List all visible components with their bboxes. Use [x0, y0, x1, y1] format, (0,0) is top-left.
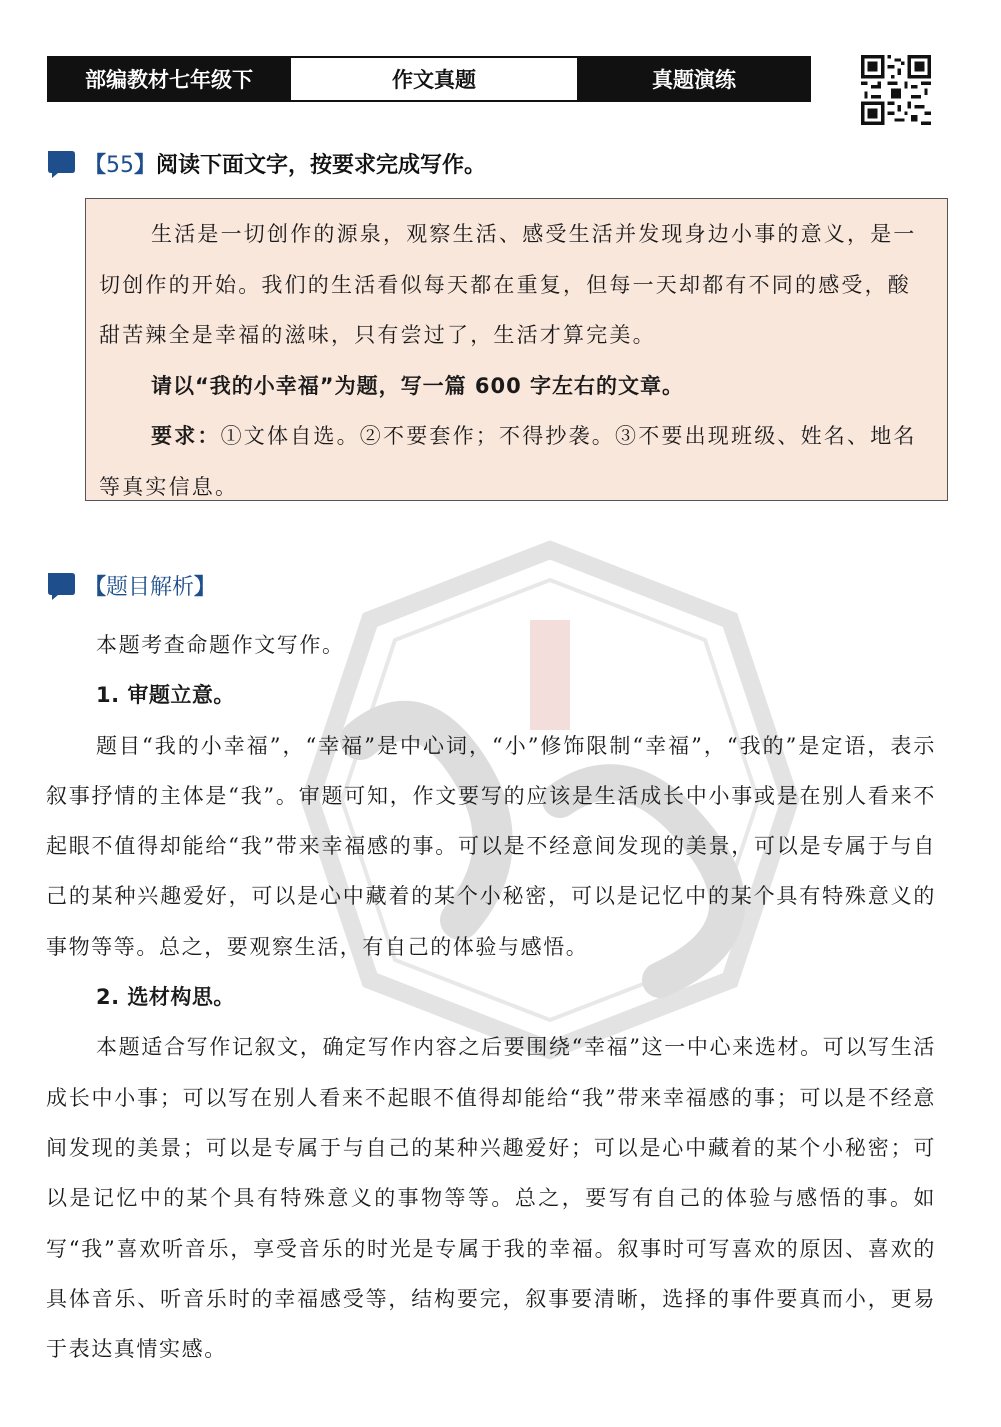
qr-code-icon	[861, 55, 931, 125]
prompt-task: 请以“我的小幸福”为题，写一篇 600 字左右的文章。	[151, 373, 685, 398]
question-instruction: 阅读下面文字，按要求完成写作。	[156, 153, 487, 178]
section-2-text: 本题适合写作记叙文，确定写作内容之后要围绕“幸福”这一中心来选材。可以写生活成长中小事；可以写在别人看来不起眼不值得却能给“我”带来幸福感的事；可以是不经意间发现的美景；可以是专属于与自己的某种兴趣爱好；可以是心中藏着的某个小秘密；可以是记忆中的某个具有特殊意义的事物等等。总之，要写有自己的体验与感悟的事。如写“我”喜欢听音乐，享受音乐的时光是专属于我的幸福。叙事时可写喜欢的原因、喜欢的具体音乐、听音乐时的幸福感受等，结构要完，叙事要清晰，选择的事件要真而小，更易于表达真情实感。	[46, 1035, 936, 1362]
speech-bubble-icon	[46, 149, 76, 179]
question-heading	[46, 148, 486, 179]
question-title: 【55】阅读下面文字，按要求完成写作。	[84, 153, 487, 178]
requirements-label: 要求：	[151, 424, 221, 448]
header-grade: 部编教材七年级下	[49, 58, 289, 100]
prompt-box	[85, 198, 948, 501]
analysis-title: 【题目解析】	[84, 575, 217, 600]
header-bar	[47, 56, 811, 102]
requirements-text: ①文体自选。②不要套作；不得抄袭。③不要出现班级、姓名、地名等真实信息。	[99, 424, 917, 499]
prompt-paragraph: 生活是一切创作的源泉，观察生活、感受生活并发现身边小事的意义，是一切创作的开始。我们的生活看似每天都在重复，但每一天却都有不同的感受，酸甜苦辣全是幸福的滋味，只有尝过了，生活才算完美。	[99, 222, 917, 347]
question-number: 55	[106, 153, 135, 178]
speech-bubble-icon	[46, 571, 76, 601]
section-1-text: 题目“我的小幸福”，“幸福”是中心词，“小”修饰限制“幸福”，“我的”是定语，表示叙事抒情的主体是“我”。审题可知，作文要写的应该是生活成长中小事或是在别人看来不起眼不值得却能给“我”带来幸福感的事。可以是不经意间发现的美景，可以是专属于与自己的某种兴趣爱好，可以是心中藏着的某个小秘密，可以是记忆中的某个具有特殊意义的事物等等。总之，要观察生活，有自己的体验与感悟。	[46, 733, 936, 959]
header-section: 真题演练	[579, 58, 809, 100]
header-category: 作文真题	[289, 58, 579, 100]
section-2-title: 2. 选材构思。	[96, 985, 235, 1010]
prompt-requirements	[99, 411, 933, 512]
analysis-intro: 本题考查命题作文写作。	[96, 633, 345, 657]
analysis-body	[46, 620, 936, 1374]
analysis-heading	[46, 570, 216, 601]
section-1-title: 1. 审题立意。	[96, 683, 235, 708]
